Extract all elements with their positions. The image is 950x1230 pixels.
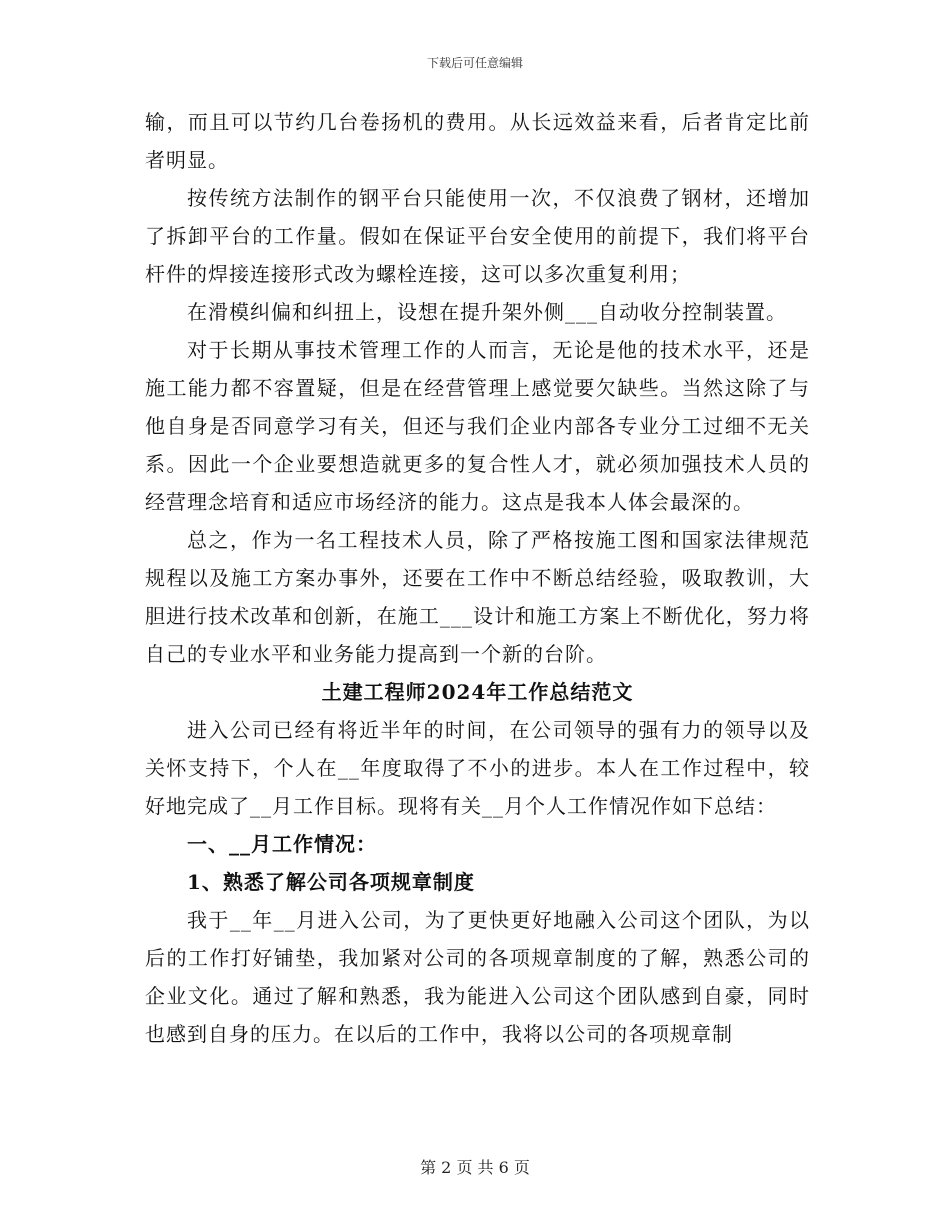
paragraph-management: 对于长期从事技术管理工作的人而言，无论是他的技术水平，还是施工能力都不容置疑，但是在经营管理上感觉要欠缺些。当然这除了与他自身是否同意学习有关，但还与我们企业内部各专业分工过细不无关系。因此一个企业要想造就更多的复合性人才，就必须加强技术人员的经营理念培育和适应市场经济的能力。这点是我本人体会最深的。 (145, 338, 810, 514)
section-heading-1: 一、__月工作情况： (187, 832, 377, 856)
section-title: 土建工程师2024年工作总结范文 (321, 680, 634, 704)
section-intro: 进入公司已经有将近半年的时间，在公司领导的强有力的领导以及关怀支持下，个人在__年度取得了不小的进步。本人在工作过程中，较好地完成了__月工作目标。现将有关__月个人工作情况作如下总结： (145, 718, 810, 818)
page-header: 下载后可任意编辑 (426, 56, 523, 70)
paragraph-steel-platform: 按传统方法制作的钢平台只能使用一次，不仅浪费了钢材，还增加了拆卸平台的工作量。假如在保证平台安全使用的前提下，我们将平台杆件的焊接连接形式改为螺栓连接，这可以多次重复利用； (145, 186, 810, 286)
page-number: 第 2 页 共 6 页 (420, 1158, 530, 1177)
paragraph-conclusion: 总之，作为一名工程技术人员，除了严格按施工图和国家法律规范规程以及施工方案办事外，还要在工作中不断总结经验，吸取教训，大胆进行技术改革和创新，在施工___设计和施工方案上不断优化，努力将自己的专业水平和业务能力提高到一个新的台阶。 (145, 528, 810, 666)
paragraph-slipform: 在滑模纠偏和纠扭上，设想在提升架外侧___自动收分控制装置。 (187, 300, 787, 324)
document-body (145, 103, 810, 1053)
section-body: 我于__年__月进入公司，为了更快更好地融入公司这个团队，为以后的工作打好铺垫，我加紧对公司的各项规章制度的了解，熟悉公司的企业文化。通过了解和熟悉，我为能进入公司这个团队感到自豪，同时也感到自身的压力。在以后的工作中，我将以公司的各项规章制 (145, 908, 810, 1046)
paragraph-continuation: 输，而且可以节约几台卷扬机的费用。从长远效益来看，后者肯定比前者明显。 (145, 110, 810, 172)
section-heading-2: 1、熟悉了解公司各项规章制度 (187, 870, 475, 894)
